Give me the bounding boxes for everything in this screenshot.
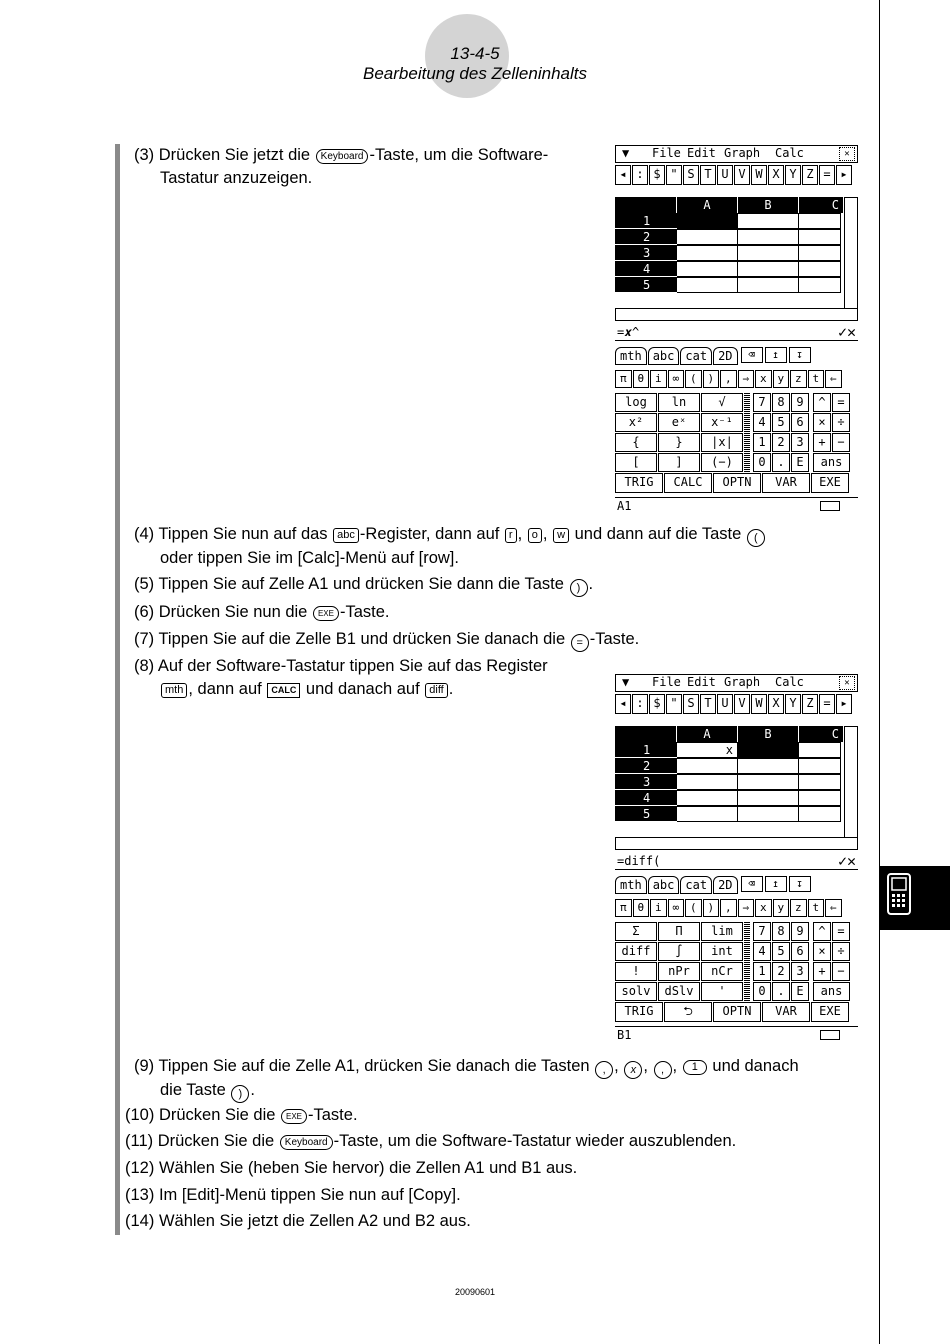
key[interactable]: ×	[813, 942, 831, 961]
row-header[interactable]: 2	[615, 229, 677, 245]
key[interactable]: ∫	[658, 942, 700, 961]
cell[interactable]	[799, 806, 841, 822]
symbol-key[interactable]: y	[773, 899, 790, 917]
x-key: x	[624, 1061, 642, 1079]
tab-mth[interactable]: mth	[615, 347, 647, 365]
battery-icon	[820, 501, 840, 511]
fkey-trig[interactable]: TRIG	[615, 1002, 663, 1022]
key[interactable]: 9	[791, 922, 809, 941]
key[interactable]: 2	[772, 433, 790, 452]
key[interactable]: 7	[753, 393, 771, 412]
tab-2d[interactable]: 2D	[713, 347, 737, 365]
row-header[interactable]: 1	[615, 742, 677, 758]
right-paren-key: )	[231, 1085, 249, 1103]
toolbar-button[interactable]: X	[768, 165, 784, 185]
key[interactable]: 3	[791, 433, 809, 452]
menu-calc[interactable]: Calc	[775, 146, 804, 160]
toolbar-button[interactable]: S	[683, 694, 699, 714]
up-icon[interactable]: ↥	[765, 347, 787, 363]
key[interactable]: =	[832, 393, 850, 412]
key[interactable]: 9	[791, 393, 809, 412]
key[interactable]: +	[813, 962, 831, 981]
status-bar: A1	[615, 497, 858, 513]
key[interactable]: ^	[813, 922, 831, 941]
key[interactable]: solv	[615, 982, 657, 1001]
key[interactable]: [	[615, 453, 657, 472]
symbol-key[interactable]: t	[808, 899, 825, 917]
exe-key: EXE	[313, 606, 339, 621]
key[interactable]: 5	[772, 942, 790, 961]
symbol-row	[615, 899, 858, 917]
cell[interactable]	[799, 758, 841, 774]
check-x-icon[interactable]: ✓✕	[837, 323, 856, 341]
key[interactable]: .	[772, 453, 790, 472]
symbol-key[interactable]: z	[790, 370, 807, 388]
key[interactable]: log	[615, 393, 657, 412]
key[interactable]: −	[832, 962, 850, 981]
menu-edit[interactable]: Edit	[687, 675, 716, 689]
calculator-icon	[886, 872, 912, 916]
exe-key: EXE	[281, 1109, 307, 1124]
vertical-scrollbar[interactable]	[844, 726, 858, 838]
key[interactable]: ]	[658, 453, 700, 472]
calc-key: CALC	[267, 683, 300, 698]
step-6: (6) Drücken Sie nun die EXE -Taste.	[134, 603, 390, 621]
cell[interactable]	[738, 245, 799, 261]
key[interactable]: 4	[753, 413, 771, 432]
key[interactable]: ans	[813, 982, 850, 1001]
comma-key: ,	[595, 1061, 613, 1079]
toolbar-button[interactable]: U	[717, 694, 733, 714]
cell[interactable]	[677, 261, 738, 277]
left-paren-key: (	[747, 529, 765, 547]
key[interactable]: ln	[658, 393, 700, 412]
toolbar-button[interactable]: $	[649, 694, 665, 714]
key[interactable]: 8	[772, 393, 790, 412]
tab-abc[interactable]: abc	[648, 876, 680, 894]
edit-line[interactable]: =diff( ✓✕	[617, 852, 856, 870]
r-key: r	[505, 528, 517, 543]
key[interactable]: x⁻¹	[701, 413, 743, 432]
menu-graph[interactable]: Graph	[724, 675, 761, 689]
key[interactable]: 2	[772, 962, 790, 981]
toolbar-button[interactable]: V	[734, 165, 750, 185]
symbol-key[interactable]: θ	[633, 370, 650, 388]
key[interactable]: int	[701, 942, 743, 961]
toolbar-button[interactable]: T	[700, 694, 716, 714]
key[interactable]: Π	[658, 922, 700, 941]
one-key: 1	[683, 1060, 707, 1075]
toolbar	[615, 694, 858, 714]
key[interactable]: 6	[791, 413, 809, 432]
cell[interactable]	[738, 806, 799, 822]
chapter-tab	[880, 866, 950, 930]
cell-a1[interactable]: x	[677, 742, 738, 758]
menu-calc[interactable]: Calc	[775, 675, 804, 689]
toolbar-button[interactable]: Y	[785, 165, 801, 185]
key[interactable]: 3	[791, 962, 809, 981]
cell[interactable]	[677, 790, 738, 806]
step-9: (9) Tippen Sie auf die Zelle A1, drücken Sie danach die Tasten , , x , , , 1 und danach die Taste ) .	[134, 1055, 799, 1103]
toolbar	[615, 165, 858, 185]
menu-bar	[615, 674, 858, 692]
symbol-key[interactable]: ⇐	[825, 370, 842, 388]
key[interactable]: lim	[701, 922, 743, 941]
calculator-screen-2	[615, 674, 858, 1044]
key[interactable]: ans	[813, 453, 850, 472]
symbol-key[interactable]: (	[685, 370, 702, 388]
column-header-b[interactable]: B	[738, 726, 799, 742]
cell[interactable]	[738, 261, 799, 277]
footer-code: 20090601	[454, 1287, 496, 1297]
step-7: (7) Tippen Sie auf die Zelle B1 und drücken Sie danach die = -Taste.	[134, 628, 639, 652]
fkey-optn[interactable]: OPTN	[713, 473, 761, 493]
cell[interactable]	[738, 774, 799, 790]
toolbar-button[interactable]: Y	[785, 694, 801, 714]
keyboard-key: Keyboard	[280, 1135, 333, 1150]
tab-mth[interactable]: mth	[615, 876, 647, 894]
symbol-key[interactable]: ⇒	[738, 370, 755, 388]
mth-key: mth	[161, 683, 187, 698]
section-number: 13-4-5	[450, 44, 500, 63]
symbol-key[interactable]: x	[755, 370, 772, 388]
symbol-key[interactable]: ,	[720, 370, 737, 388]
step-13: (13) Im [Edit]-Menü tippen Sie nun auf [Copy].	[125, 1186, 461, 1204]
key[interactable]: ÷	[832, 413, 850, 432]
toolbar-button[interactable]: Z	[802, 165, 818, 185]
key[interactable]: ×	[813, 413, 831, 432]
toolbar-button[interactable]: Z	[802, 694, 818, 714]
key[interactable]: dSlv	[658, 982, 700, 1001]
toolbar-button[interactable]: W	[751, 165, 767, 185]
step-12: (12) Wählen Sie (heben Sie hervor) die Zellen A1 und B1 aus.	[125, 1159, 578, 1177]
left-margin-bar	[115, 144, 120, 1235]
toolbar-button[interactable]: S	[683, 165, 699, 185]
symbol-key[interactable]: x	[755, 899, 772, 917]
symbol-key[interactable]: y	[773, 370, 790, 388]
vertical-scrollbar[interactable]	[844, 197, 858, 309]
column-header-a[interactable]: A	[677, 726, 738, 742]
key[interactable]: nPr	[658, 962, 700, 981]
cell[interactable]	[799, 790, 841, 806]
key[interactable]: 6	[791, 942, 809, 961]
menu-arrow-icon[interactable]: ▼	[622, 146, 630, 160]
key[interactable]: (−)	[701, 453, 743, 472]
symbol-key[interactable]: ⇒	[738, 899, 755, 917]
keyboard-key: Keyboard	[316, 149, 369, 164]
close-icon[interactable]: ✕	[839, 676, 855, 690]
toolbar-button[interactable]: ▸	[836, 165, 852, 185]
fkey-var[interactable]: VAR	[762, 1002, 810, 1022]
delete-icon[interactable]: ⌫	[741, 347, 763, 363]
toolbar-button[interactable]: ▸	[836, 694, 852, 714]
fkey-var[interactable]: VAR	[762, 473, 810, 493]
symbol-key[interactable]: θ	[633, 899, 650, 917]
right-margin-rule	[879, 0, 880, 1344]
menu-file[interactable]: File	[652, 146, 681, 160]
step-4: (4) Tippen Sie nun auf das abc -Register, dann auf r , o , w und dann auf die Taste ( oder tippen Sie im [Calc]-Menü auf [row].	[134, 523, 766, 570]
menu-arrow-icon[interactable]: ▼	[622, 675, 630, 689]
menu-graph[interactable]: Graph	[724, 146, 761, 160]
symbol-key[interactable]: t	[808, 370, 825, 388]
cell[interactable]	[677, 806, 738, 822]
fkey-back[interactable]: ⮌	[664, 1002, 712, 1022]
key[interactable]: 8	[772, 922, 790, 941]
key[interactable]: +	[813, 433, 831, 452]
key[interactable]: }	[658, 433, 700, 452]
cell[interactable]	[799, 742, 841, 758]
tab-cat[interactable]: cat	[680, 347, 712, 365]
symbol-key[interactable]: ∞	[668, 370, 685, 388]
fkey-optn[interactable]: OPTN	[713, 1002, 761, 1022]
function-keys	[615, 473, 858, 493]
symbol-key[interactable]: )	[703, 899, 720, 917]
menu-edit[interactable]: Edit	[687, 146, 716, 160]
keyboard-tabs	[615, 876, 858, 894]
key[interactable]: 0	[753, 453, 771, 472]
cell[interactable]	[799, 261, 841, 277]
symbol-key[interactable]: ⇐	[825, 899, 842, 917]
toolbar-button[interactable]: ◂	[615, 694, 631, 714]
cell[interactable]	[677, 229, 738, 245]
delete-icon[interactable]: ⌫	[741, 876, 763, 892]
key[interactable]: ÷	[832, 942, 850, 961]
toolbar-button[interactable]: :	[632, 694, 648, 714]
fkey-exe[interactable]: EXE	[811, 473, 849, 493]
symbol-key[interactable]: π	[615, 899, 632, 917]
toolbar-button[interactable]: V	[734, 694, 750, 714]
toolbar-button[interactable]: T	[700, 165, 716, 185]
key[interactable]: eˣ	[658, 413, 700, 432]
cell[interactable]	[799, 277, 841, 293]
row-header[interactable]: 3	[615, 245, 677, 261]
status-bar: B1	[615, 1026, 858, 1042]
step-11: (11) Drücken Sie die Keyboard -Taste, um die Software-Tastatur wieder auszublenden.	[125, 1132, 737, 1150]
comma-key: ,	[654, 1061, 672, 1079]
key[interactable]: √	[701, 393, 743, 412]
abc-key: abc	[333, 528, 359, 543]
fkey-trig[interactable]: TRIG	[615, 473, 663, 493]
row-header[interactable]: 3	[615, 774, 677, 790]
down-icon[interactable]: ↧	[789, 347, 811, 363]
check-x-icon[interactable]: ✓✕	[837, 852, 856, 870]
key[interactable]: {	[615, 433, 657, 452]
row-header[interactable]: 4	[615, 261, 677, 277]
column-header-c[interactable]: C	[799, 726, 844, 742]
key[interactable]: '	[701, 982, 743, 1001]
battery-icon	[820, 1030, 840, 1040]
key[interactable]: E	[791, 453, 809, 472]
cell[interactable]	[738, 213, 799, 229]
toolbar-button[interactable]: ◂	[615, 165, 631, 185]
fkey-exe[interactable]: EXE	[811, 1002, 849, 1022]
menu-bar	[615, 145, 858, 163]
symbol-key[interactable]: i	[650, 899, 667, 917]
key[interactable]: Σ	[615, 922, 657, 941]
tab-2d[interactable]: 2D	[713, 876, 737, 894]
o-key: o	[528, 528, 542, 543]
equals-key: =	[571, 634, 589, 652]
symbol-key[interactable]: ,	[720, 899, 737, 917]
column-header-c[interactable]: C	[799, 197, 844, 213]
diff-key: diff	[425, 683, 447, 698]
edit-line[interactable]: =𝒙^ ✓✕	[617, 323, 856, 341]
row-header[interactable]: 4	[615, 790, 677, 806]
toolbar-button[interactable]: $	[649, 165, 665, 185]
key[interactable]: 7	[753, 922, 771, 941]
cell[interactable]	[738, 229, 799, 245]
row-header[interactable]: 1	[615, 213, 677, 229]
key[interactable]: diff	[615, 942, 657, 961]
key[interactable]: E	[791, 982, 809, 1001]
column-header-b[interactable]: B	[738, 197, 799, 213]
key[interactable]: −	[832, 433, 850, 452]
toolbar-button[interactable]: "	[666, 165, 682, 185]
cell-a1[interactable]	[677, 213, 738, 229]
calculator-screen-1	[615, 145, 858, 515]
toolbar-button[interactable]: :	[632, 165, 648, 185]
step-10: (10) Drücken Sie die EXE -Taste.	[125, 1106, 358, 1124]
cell[interactable]	[799, 229, 841, 245]
down-icon[interactable]: ↧	[789, 876, 811, 892]
spreadsheet-grid	[615, 197, 858, 293]
spreadsheet-grid	[615, 726, 858, 822]
symbol-key[interactable]: z	[790, 899, 807, 917]
toolbar-button[interactable]: "	[666, 694, 682, 714]
fkey-calc[interactable]: CALC	[664, 473, 712, 493]
cell[interactable]	[677, 774, 738, 790]
menu-file[interactable]: File	[652, 675, 681, 689]
w-key: w	[553, 528, 569, 543]
tab-abc[interactable]: abc	[648, 347, 680, 365]
key[interactable]: =	[832, 922, 850, 941]
keypad	[615, 922, 858, 1002]
cell[interactable]	[799, 774, 841, 790]
keyboard-tabs	[615, 347, 858, 365]
cell[interactable]	[738, 758, 799, 774]
toolbar-button[interactable]: W	[751, 694, 767, 714]
key[interactable]: !	[615, 962, 657, 981]
key[interactable]: 1	[753, 433, 771, 452]
symbol-row	[615, 370, 858, 388]
function-keys	[615, 1002, 858, 1022]
step-3: (3) Drücken Sie jetzt die Keyboard -Taste, um die Software- Tastatur anzuzeigen.	[134, 146, 549, 187]
symbol-key[interactable]: (	[685, 899, 702, 917]
cell[interactable]	[799, 213, 841, 229]
tab-cat[interactable]: cat	[680, 876, 712, 894]
column-header-a[interactable]: A	[677, 197, 738, 213]
key[interactable]: 1	[753, 962, 771, 981]
cell[interactable]	[738, 277, 799, 293]
step-5: (5) Tippen Sie auf Zelle A1 und drücken Sie dann die Taste ) .	[134, 573, 593, 597]
row-header[interactable]: 5	[615, 277, 677, 293]
cell[interactable]	[677, 277, 738, 293]
toolbar-button[interactable]: U	[717, 165, 733, 185]
cell[interactable]	[738, 790, 799, 806]
cell[interactable]	[677, 758, 738, 774]
cell[interactable]	[677, 245, 738, 261]
toolbar-button[interactable]: =	[819, 694, 835, 714]
key[interactable]: 4	[753, 942, 771, 961]
horizontal-scrollbar[interactable]	[615, 308, 858, 321]
up-icon[interactable]: ↥	[765, 876, 787, 892]
toolbar-button[interactable]: X	[768, 694, 784, 714]
row-header[interactable]: 5	[615, 806, 677, 822]
row-header[interactable]: 2	[615, 758, 677, 774]
symbol-key[interactable]: ∞	[668, 899, 685, 917]
key[interactable]: 5	[772, 413, 790, 432]
keypad	[615, 393, 858, 473]
key[interactable]: ^	[813, 393, 831, 412]
cell[interactable]	[799, 245, 841, 261]
right-paren-key: )	[570, 579, 588, 597]
step-14: (14) Wählen Sie jetzt die Zellen A2 und B2 aus.	[125, 1212, 471, 1230]
step-8: (8) Auf der Software-Tastatur tippen Sie auf das Register mth , dann auf CALC und danach auf diff .	[134, 657, 548, 698]
symbol-key[interactable]: i	[650, 370, 667, 388]
symbol-key[interactable]: π	[615, 370, 632, 388]
key[interactable]: x²	[615, 413, 657, 432]
key[interactable]: 0	[753, 982, 771, 1001]
symbol-key[interactable]: )	[703, 370, 720, 388]
horizontal-scrollbar[interactable]	[615, 837, 858, 850]
key[interactable]: .	[772, 982, 790, 1001]
cell-b1[interactable]	[738, 742, 799, 758]
toolbar-button[interactable]: =	[819, 165, 835, 185]
key[interactable]: nCr	[701, 962, 743, 981]
key[interactable]: |x|	[701, 433, 743, 452]
close-icon[interactable]: ✕	[839, 147, 855, 161]
section-title: Bearbeitung des Zelleninhalts	[363, 64, 587, 83]
